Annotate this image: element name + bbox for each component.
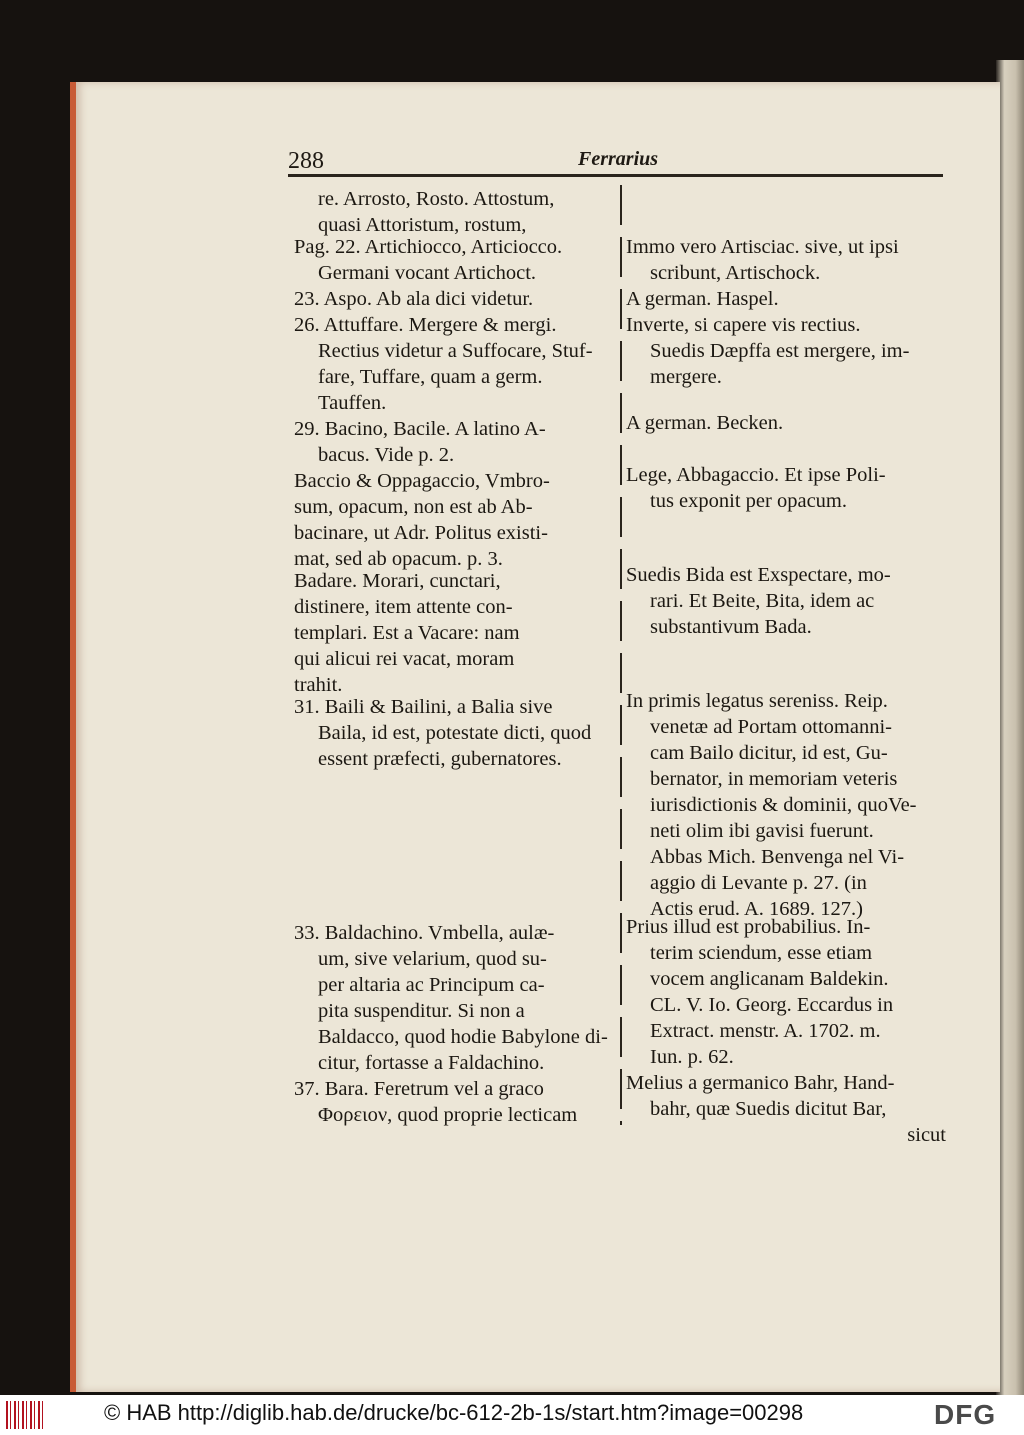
- text-line: terim sciendum, esse etiam: [650, 942, 873, 964]
- text-line: Immo vero Artisciac. sive, ut ipsi: [626, 236, 899, 258]
- text-line: iurisdictionis & dominii, quoVe-: [650, 794, 917, 816]
- text-line: Iun. p. 62.: [650, 1046, 734, 1068]
- text-line: qui alicui rei vacat, moram: [294, 648, 515, 670]
- text-line: CL. V. Io. Georg. Eccardus in: [650, 994, 894, 1016]
- text-line: scribunt, Artischock.: [650, 262, 821, 284]
- text-line: 31. Baili & Bailini, a Balia sive: [294, 696, 553, 718]
- entry-right-4: [626, 410, 946, 436]
- text-line: bernator, in memoriam veteris: [650, 768, 898, 790]
- text-line: substantivum Bada.: [650, 616, 812, 638]
- text-line: pita suspenditur. Si non a: [318, 1000, 525, 1022]
- text-line: Φορειον, quod proprie lecticam: [318, 1104, 578, 1126]
- text-line: 23. Aspo. Ab ala dici videtur.: [294, 288, 534, 310]
- text-line: Actis erud. A. 1689. 127.): [650, 898, 863, 920]
- text-line: 33. Baldachino. Vmbella, aulæ-: [294, 922, 555, 944]
- text-line: aggio di Levante p. 27. (in: [650, 872, 867, 894]
- text-line: tus exponit per opacum.: [650, 490, 847, 512]
- entry-right-7: [626, 688, 946, 922]
- text-line: Baila, id est, potestate dicti, quod: [318, 722, 592, 744]
- text-line: cam Bailo dicitur, id est, Gu-: [650, 742, 888, 764]
- catchword: sicut: [907, 1124, 946, 1146]
- entry-right-2: [626, 286, 946, 312]
- dfg-logo: DFG: [934, 1399, 997, 1430]
- entry-right-1: [626, 234, 946, 286]
- text-line: Baccio & Oppagaccio, Vmbro-: [294, 470, 550, 492]
- column-divider: [620, 185, 622, 1125]
- entry-left-3: [294, 312, 612, 416]
- text-line: citur, fortasse a Faldachino.: [318, 1052, 545, 1074]
- text-line: Suedis Bida est Exspectare, mo-: [626, 564, 891, 586]
- text-line: Badare. Morari, cunctari,: [294, 570, 501, 592]
- text-line: quasi Attoristum, rostum,: [318, 214, 527, 236]
- text-line: Lege, Abbagaccio. Et ipse Poli-: [626, 464, 886, 486]
- entry-right-5: [626, 462, 946, 514]
- source-url[interactable]: © HAB http://diglib.hab.de/drucke/bc-612-2b-1s/start.htm?image=00298: [104, 1400, 804, 1425]
- text-line: um, sive velarium, quod su-: [318, 948, 547, 970]
- text-line: Extract. menstr. A. 1702. m.: [650, 1020, 881, 1042]
- text-line: fare, Tuffare, quam a germ.: [318, 366, 543, 388]
- entry-left-4: [294, 416, 612, 468]
- text-line: neti olim ibi gavisi fuerunt.: [650, 820, 874, 842]
- text-line: bacus. Vide p. 2.: [318, 444, 455, 466]
- page-number: 288: [288, 148, 324, 174]
- text-line: essent præfecti, gubernatores.: [318, 748, 562, 770]
- text-line: Melius a germanico Bahr, Hand-: [626, 1072, 895, 1094]
- entry-left-0: [294, 186, 612, 238]
- scan-edge: [996, 60, 1024, 1395]
- text-line: Inverte, si capere vis rectius.: [626, 314, 861, 336]
- text-line: sum, opacum, non est ab Ab-: [294, 496, 533, 518]
- text-line: mat, sed ab opacum. p. 3.: [294, 548, 503, 570]
- text-line: A german. Haspel.: [626, 288, 779, 310]
- text-line: In primis legatus sereniss. Reip.: [626, 690, 888, 712]
- text-line: Baldacco, quod hodie Babylone di-: [318, 1026, 608, 1048]
- text-line: Abbas Mich. Benvenga nel Vi-: [650, 846, 905, 868]
- entry-right-6: [626, 562, 946, 640]
- text-line: vocem anglicanam Baldekin.: [650, 968, 889, 990]
- entry-left-5: [294, 468, 612, 572]
- text-line: bahr, quæ Suedis dicitut Bar,: [650, 1098, 887, 1120]
- text-line: Pag. 22. Artichiocco, Articiocco.: [294, 236, 563, 258]
- viewer-footer: [0, 1395, 1024, 1435]
- text-line: 37. Bara. Feretrum vel a graco: [294, 1078, 544, 1100]
- text-line: Rectius videtur a Suffocare, Stuf-: [318, 340, 593, 362]
- text-line: Prius illud est probabilius. In-: [626, 916, 871, 938]
- text-line: Tauffen.: [318, 392, 387, 414]
- text-line: templari. Est a Vacare: nam: [294, 622, 520, 644]
- entry-right-8: [626, 914, 946, 1070]
- entry-left-2: [294, 286, 612, 312]
- entry-right-3: [626, 312, 946, 390]
- entry-left-7: [294, 694, 612, 772]
- barcode-icon: [6, 1401, 46, 1429]
- entry-left-1: [294, 234, 612, 286]
- text-line: bacinare, ut Adr. Politus existi-: [294, 522, 548, 544]
- text-line: venetæ ad Portam ottomanni-: [650, 716, 892, 738]
- text-line: re. Arrosto, Rosto. Attostum,: [318, 188, 555, 210]
- entry-right-9: [626, 1070, 946, 1148]
- text-line: trahit.: [294, 674, 343, 696]
- text-line: per altaria ac Principum ca-: [318, 974, 545, 996]
- text-line: 29. Bacino, Bacile. A latino A-: [294, 418, 546, 440]
- entry-left-9: [294, 1076, 612, 1128]
- entry-left-6: [294, 568, 612, 698]
- running-head: Ferrarius: [578, 148, 659, 170]
- entry-left-8: [294, 920, 612, 1076]
- text-line: mergere.: [650, 366, 722, 388]
- text-line: A german. Becken.: [626, 412, 784, 434]
- text-line: rari. Et Beite, Bita, idem ac: [650, 590, 875, 612]
- text-line: 26. Attuffare. Mergere & mergi.: [294, 314, 557, 336]
- text-line: Suedis Dæpffa est mergere, im-: [650, 340, 910, 362]
- text-line: Germani vocant Artichoct.: [318, 262, 537, 284]
- text-line: distinere, item attente con-: [294, 596, 513, 618]
- header-rule: [288, 174, 943, 177]
